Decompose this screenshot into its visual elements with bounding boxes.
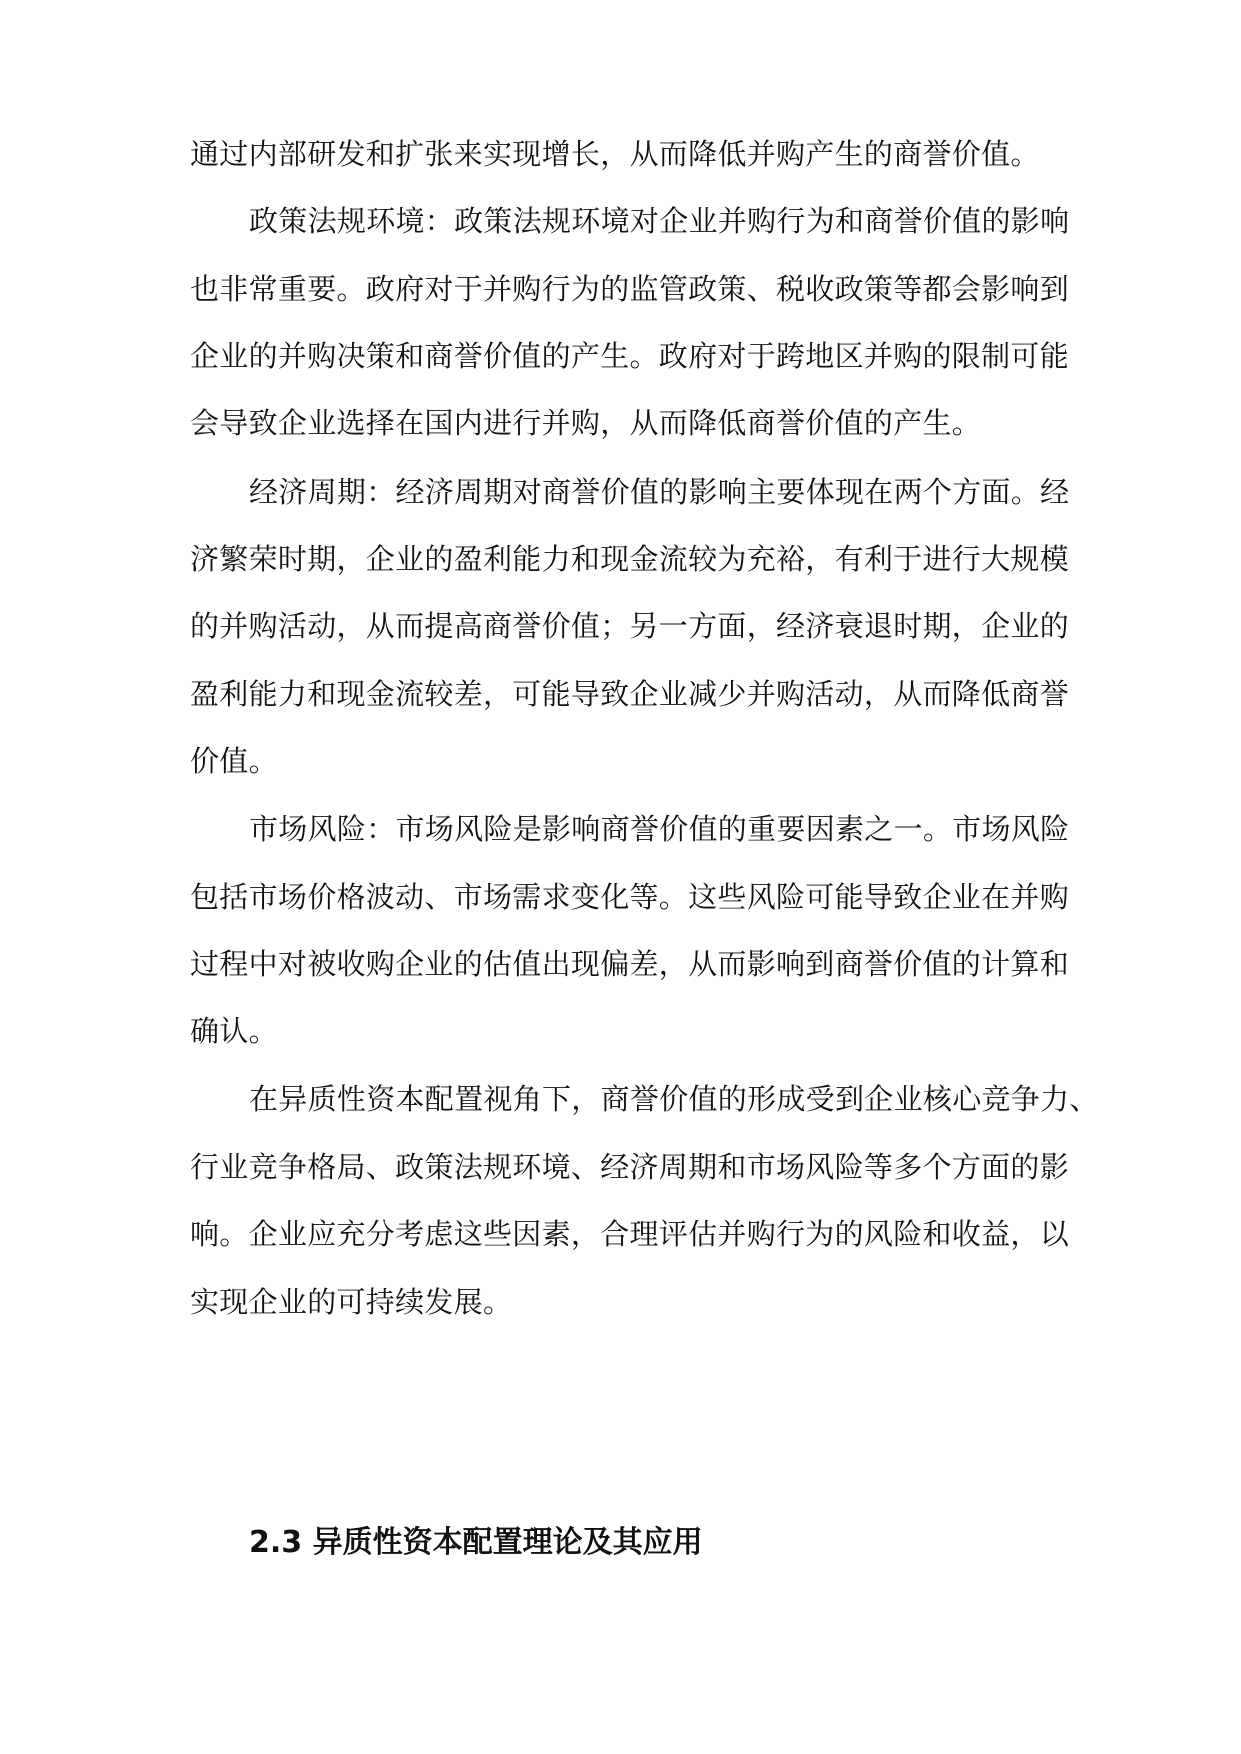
paragraph-line: 通过内部研发和扩张来实现增长，从而降低并购产生的商誉价值。 [190, 137, 1040, 171]
paragraph-line: 实现企业的可持续发展。 [190, 1285, 513, 1319]
paragraph-line: 也非常重要。政府对于并购行为的监管政策、税收政策等都会影响到 [190, 272, 1070, 306]
paragraph-line: 行业竞争格局、政策法规环境、经济周期和市场风险等多个方面的影 [190, 1150, 1070, 1184]
paragraph-line: 盈利能力和现金流较差，可能导致企业减少并购活动，从而降低商誉 [190, 677, 1070, 711]
paragraph-line: 响。企业应充分考虑这些因素，合理评估并购行为的风险和收益，以 [190, 1217, 1070, 1251]
section-heading: 2.3 异质性资本配置理论及其应用 [249, 1525, 703, 1560]
paragraph-line: 在异质性资本配置视角下，商誉价值的形成受到企业核心竞争力、 [249, 1082, 1099, 1116]
paragraph-line: 过程中对被收购企业的估值出现偏差，从而影响到商誉价值的计算和 [190, 947, 1070, 981]
paragraph-line: 会导致企业选择在国内进行并购，从而降低商誉价值的产生。 [190, 406, 982, 440]
paragraph-line: 价值。 [190, 744, 278, 778]
paragraph-line: 确认。 [190, 1014, 278, 1048]
paragraph-line: 政策法规环境：政策法规环境对企业并购行为和商誉价值的影响 [249, 204, 1070, 238]
paragraph-line: 市场风险：市场风险是影响商誉价值的重要因素之一。市场风险 [249, 812, 1070, 846]
paragraph-line: 的并购活动，从而提高商誉价值；另一方面，经济衰退时期，企业的 [190, 609, 1070, 643]
paragraph-line: 企业的并购决策和商誉价值的产生。政府对于跨地区并购的限制可能 [190, 339, 1070, 373]
paragraph-line: 经济周期：经济周期对商誉价值的影响主要体现在两个方面。经 [249, 475, 1070, 509]
paragraph-line: 包括市场价格波动、市场需求变化等。这些风险可能导致企业在并购 [190, 880, 1070, 914]
paragraph-line: 济繁荣时期，企业的盈利能力和现金流较为充裕，有利于进行大规模 [190, 542, 1070, 576]
